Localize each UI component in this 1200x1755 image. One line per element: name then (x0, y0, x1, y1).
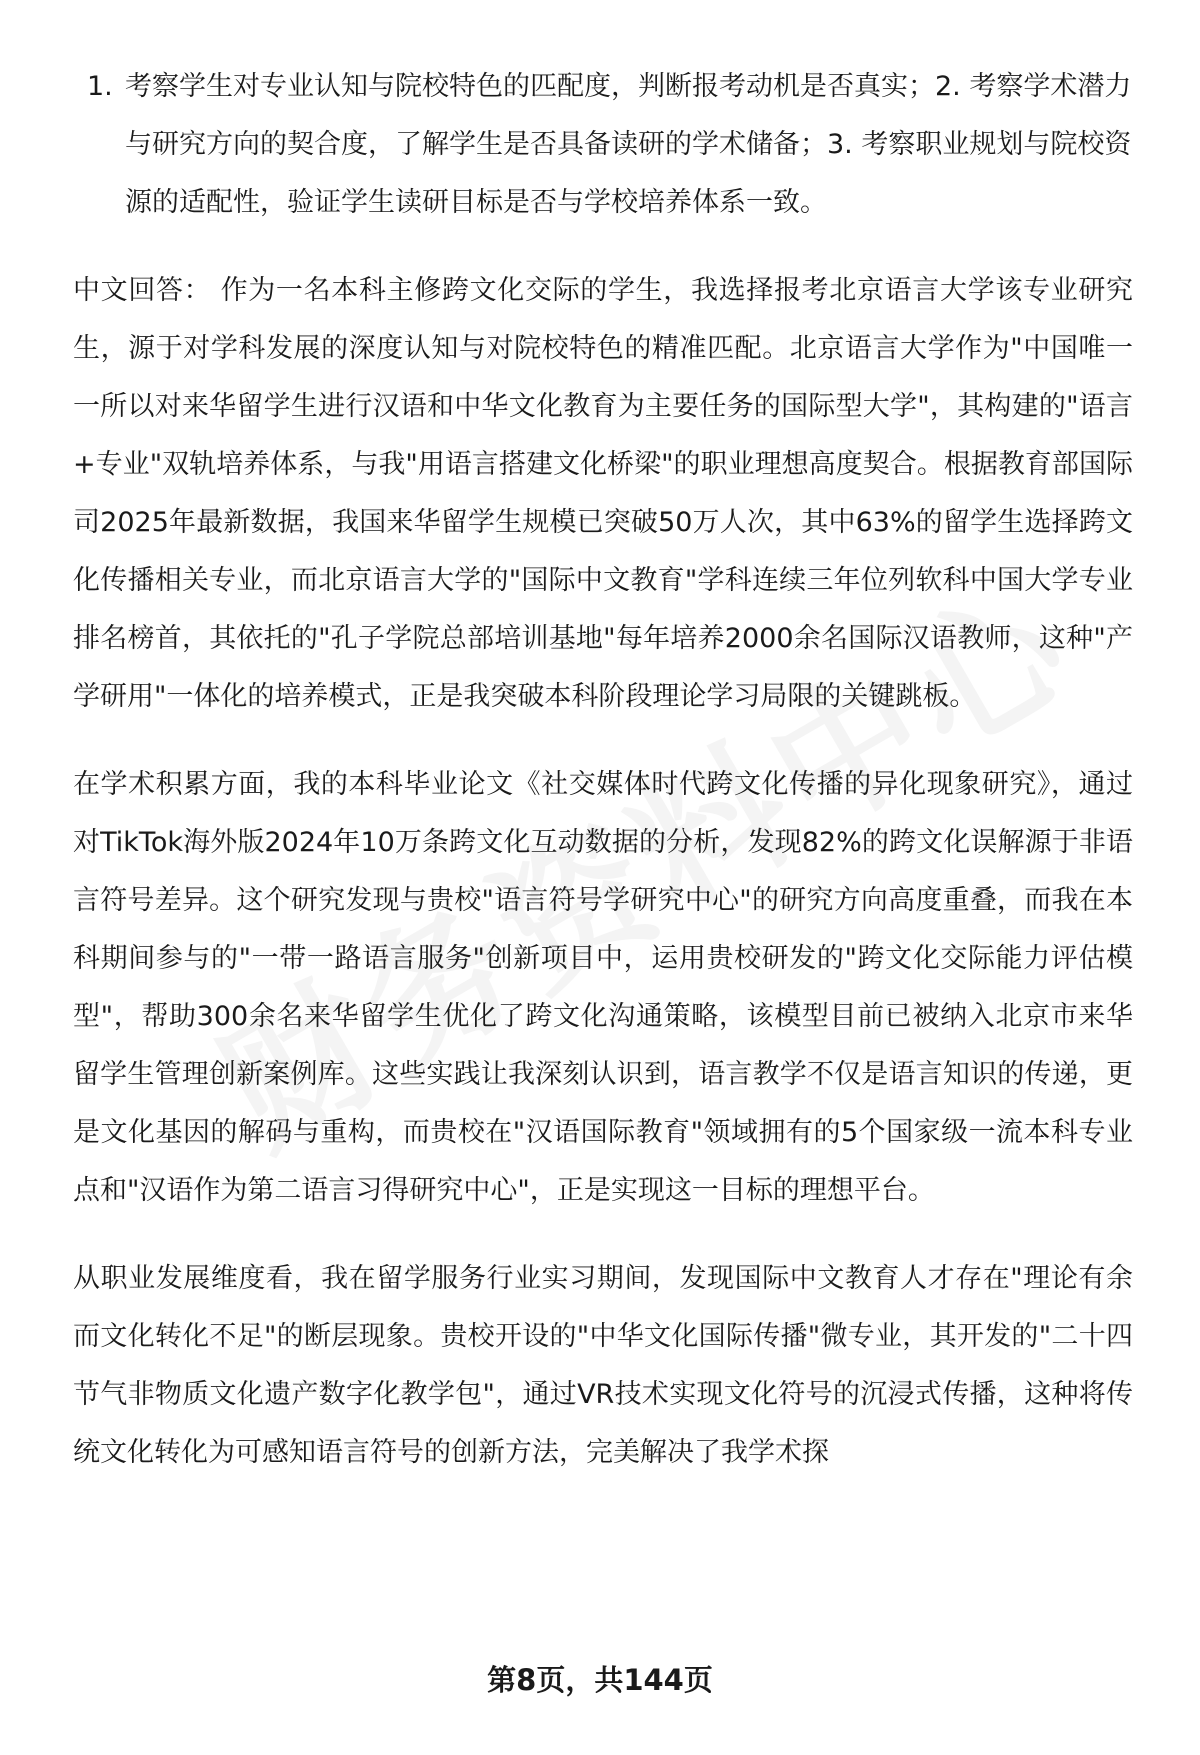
page-number: 第8页，共144页 (487, 1663, 713, 1697)
answer-paragraph-intro: 中文回答： 作为一名本科主修跨文化交际的学生，我选择报考北京语言大学该专业研究生，源于对学科发展的深度认知与对院校特色的精准匹配。北京语言大学作为"中国唯一一所以对来华留学生进行汉语和中华文化教育为主要任务的国际型大学"，其构建的"语言+专业"双轨培养体系，与我"用语言搭建文化桥梁"的职业理想高度契合。根据教育部国际司2025年最新数据，我国来华留学生规模已突破50万人次，其中63%的留学生选择跨文化传播相关专业，而北京语言大学的"国际中文教育"学科连续三年位列软科中国大学专业排名榜首，其依托的"孔子学院总部培训基地"每年培养2000余名国际汉语教师，这种"产学研用"一体化的培养模式，正是我突破本科阶段理论学习局限的关键跳板。 (73, 275, 1133, 712)
criteria-list-item (87, 58, 1133, 232)
document-body (73, 58, 1133, 1512)
list-marker: 1. (87, 71, 113, 102)
list-text: 考察学生对专业认知与院校特色的匹配度，判断报考动机是否真实；2. 考察学术潜力与研究方向的契合度，了解学生是否具备读研的学术储备；3. 考察职业规划与院校资源的适配性，验证学生读研目标是否与学校培养体系一致。 (125, 71, 1132, 218)
answer-paragraph-career: 从职业发展维度看，我在留学服务行业实习期间，发现国际中文教育人才存在"理论有余而文化转化不足"的断层现象。贵校开设的"中华文化国际传播"微专业，其开发的"二十四节气非物质文化遗产数字化教学包"，通过VR技术实现文化符号的沉浸式传播，这种将传统文化转化为可感知语言符号的创新方法，完美解决了我学术探 (73, 1263, 1133, 1468)
answer-paragraph-academic: 在学术积累方面，我的本科毕业论文《社交媒体时代跨文化传播的异化现象研究》，通过对TikTok海外版2024年10万条跨文化互动数据的分析，发现82%的跨文化误解源于非语言符号差异。这个研究发现与贵校"语言符号学研究中心"的研究方向高度重叠，而我在本科期间参与的"一带一路语言服务"创新项目中，运用贵校研发的"跨文化交际能力评估模型"，帮助300余名来华留学生优化了跨文化沟通策略，该模型目前已被纳入北京市来华留学生管理创新案例库。这些实践让我深刻认识到，语言教学不仅是语言知识的传递，更是文化基因的解码与重构，而贵校在"汉语国际教育"领域拥有的5个国家级一流本科专业点和"汉语作为第二语言习得研究中心"，正是实现这一目标的理想平台。 (73, 769, 1133, 1206)
